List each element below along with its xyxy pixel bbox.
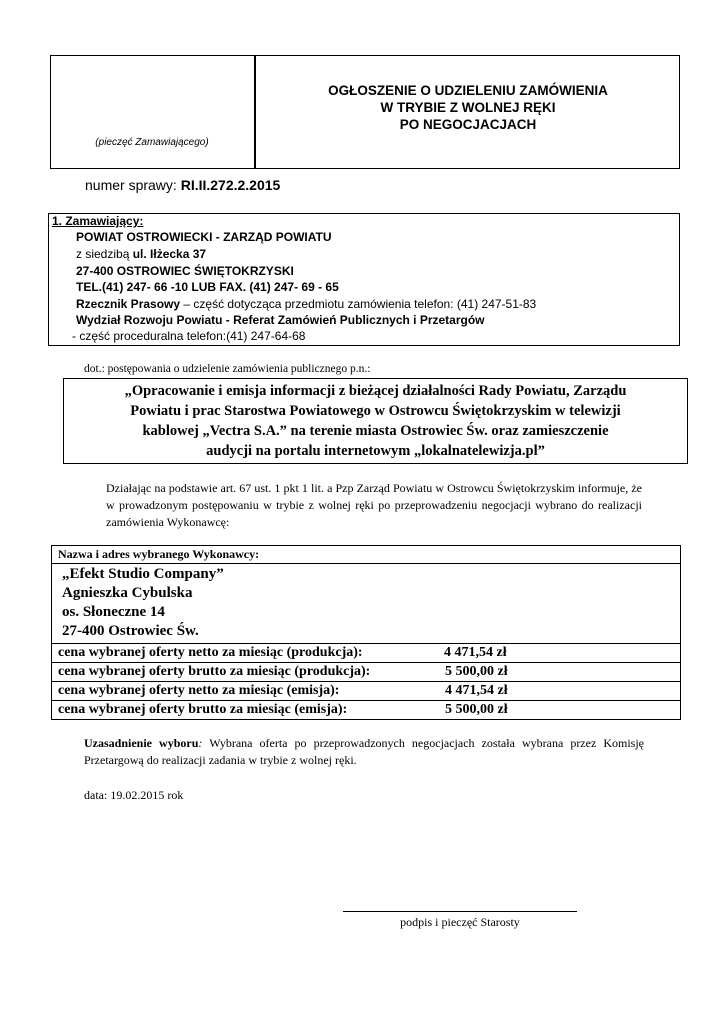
price-label: cena wybranej oferty netto za miesiąc (produkcja): (58, 645, 363, 660)
table-rule (51, 681, 681, 682)
case-number-line (85, 177, 280, 193)
authority-name: POWIAT OSTROWIECKI - ZARZĄD POWIATU (76, 230, 332, 244)
price-label: cena wybranej oferty brutto za miesiąc (emisja): (58, 702, 348, 717)
table-rule (51, 700, 681, 701)
contractor-line: Agnieszka Cybulska (62, 585, 193, 601)
price-label: cena wybranej oferty netto za miesiąc (emisja): (58, 683, 340, 698)
authority-phones: TEL.(41) 247- 66 -10 LUB FAX. (41) 247- 69 - 65 (76, 280, 339, 294)
notice-title-line: W TRYBIE Z WOLNEJ RĘKI (380, 100, 556, 115)
authority-seat-address: ul. Iłżecka 37 (132, 247, 207, 261)
justification-colon: : (198, 736, 203, 750)
price-value: 4 471,54 zł (444, 645, 507, 660)
authority-seat (76, 247, 206, 263)
case-number-label: numer sprawy: (85, 177, 181, 193)
subject-line: kablowej „Vectra S.A.” na terenie miasta Ostrowiec Św. oraz zamieszczenie (142, 423, 609, 439)
notice-title-line: OGŁOSZENIE O UDZIELENIU ZAMÓWIENIA (328, 83, 608, 98)
price-label: cena wybranej oferty brutto za miesiąc (produkcja): (58, 664, 371, 679)
justification-label: Uzasadnienie wyboru (84, 736, 199, 750)
notice-title-line: PO NEGOCJACJACH (399, 117, 537, 132)
case-number: RI.II.272.2.2015 (180, 177, 281, 193)
subject-line: Powiatu i prac Starostwa Powiatowego w Ostrowcu Świętokrzyskim w telewizji (130, 403, 621, 419)
authority-heading: 1. Zamawiający: (52, 214, 144, 228)
signature-line (343, 911, 577, 912)
contract-subject (63, 381, 688, 461)
stamp-label: (pieczęć Zamawiającego) (95, 137, 209, 148)
document-date: data: 19.02.2015 rok (84, 788, 184, 802)
table-rule (51, 563, 681, 564)
intro-text: dot.: postępowania o udzielenie zamówienia publicznego p.n.: (84, 363, 371, 375)
subject-line: audycji na portalu internetowym „lokalnatelewizja.pl” (206, 443, 545, 459)
price-value: 4 471,54 zł (445, 683, 508, 698)
notice-title (256, 82, 680, 133)
contractor-line: os. Słoneczne 14 (62, 604, 165, 620)
justification (84, 735, 644, 769)
authority-seat-prefix: z siedzibą (76, 247, 133, 261)
contractor-line: „Efekt Studio Company” (62, 566, 224, 582)
legal-basis-paragraph: Działając na podstawie art. 67 ust. 1 pkt 1 lit. a Pzp Zarząd Powiatu w Ostrowcu Świętokrzyskim informuje, że w prowadzonym postępowaniu w trybie z wolnej ręki po przeprowadzeniu negocjacji wybrano do realizacji zamówienia Wykonawcę: (106, 481, 642, 529)
authority-procedural: - część proceduralna telefon:(41) 247-64-68 (72, 329, 306, 343)
price-value: 5 500,00 zł (445, 702, 508, 717)
spokesperson-text: – część dotycząca przedmiotu zamówienia telefon: (41) 247-51-83 (180, 297, 537, 311)
authority-city: 27-400 OSTROWIEC ŚWIĘTOKRZYSKI (76, 264, 294, 278)
signature-label: podpis i pieczęć Starosty (400, 915, 520, 929)
justification-text: Wybrana oferta po przeprowadzonych negocjacjach została wybrana przez Komisję Przetargową do realizacji zadania w trybie z wolnej ręki. (84, 736, 644, 767)
price-value: 5 500,00 zł (445, 664, 508, 679)
contractor-heading: Nazwa i adres wybranego Wykonawcy: (58, 547, 260, 561)
authority-spokesperson (76, 297, 536, 313)
table-rule (51, 643, 681, 644)
subject-line: „Opracowanie i emisja informacji z bieżącej działalności Rady Powiatu, Zarządu (124, 383, 627, 399)
spokesperson-label: Rzecznik Prasowy (76, 297, 181, 311)
authority-department: Wydział Rozwoju Powiatu - Referat Zamówień Publicznych i Przetargów (76, 313, 485, 327)
contractor-line: 27-400 Ostrowiec Św. (62, 623, 199, 639)
table-rule (51, 662, 681, 663)
